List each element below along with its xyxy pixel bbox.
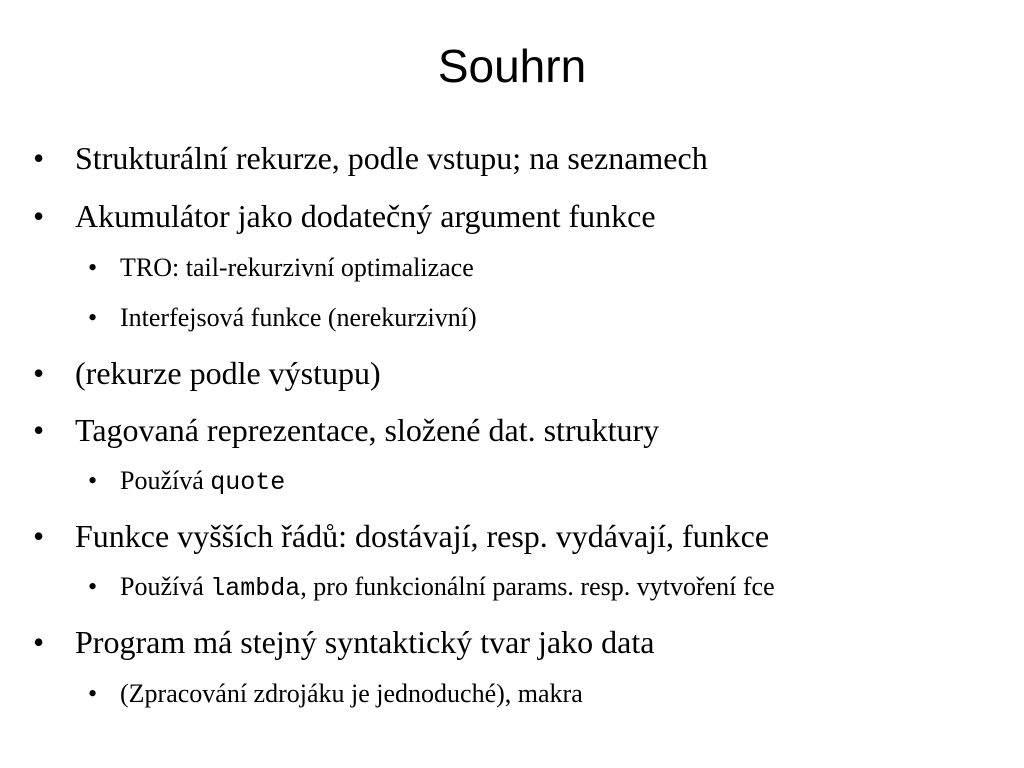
bullet-dot: •: [33, 140, 45, 176]
bullet-dot: •: [33, 198, 45, 234]
bullet-text: Strukturální rekurze, podle vstupu; na seznamech: [75, 140, 708, 176]
bullet-dot: •: [88, 303, 98, 332]
bullet-text: [120, 465, 285, 499]
text-prefix: Používá: [120, 466, 211, 495]
bullet-text: [120, 571, 775, 605]
bullet-dot: •: [33, 624, 45, 660]
bullet-dot: •: [33, 518, 45, 554]
bullet-dot: •: [88, 253, 98, 282]
bullet-text: Funkce vyšších řádů: dostávají, resp. vydávají, funkce: [75, 518, 770, 554]
text-prefix: Používá: [120, 572, 211, 601]
code-quote: quote: [210, 468, 286, 497]
bullet-text: Interfejsová funkce (nerekurzivní): [120, 303, 477, 332]
bullet-dot: •: [33, 355, 45, 391]
bullet-dot: •: [88, 466, 98, 495]
bullet-text: (rekurze podle výstupu): [75, 355, 381, 391]
bullet-text: TRO: tail-rekurzivní optimalizace: [120, 253, 474, 282]
bullet-text: Akumulátor jako dodatečný argument funkce: [75, 198, 656, 234]
bullet-text: Program má stejný syntaktický tvar jako data: [75, 624, 655, 660]
bullet-dot: •: [88, 679, 98, 708]
bullet-dot: •: [33, 412, 45, 448]
bullet-text: Tagovaná reprezentace, složené dat. struktury: [75, 412, 660, 448]
bullet-text: (Zpracování zdrojáku je jednoduché), makra: [120, 679, 583, 708]
text-suffix: , pro funkcionální params. resp. vytvoření fce: [300, 572, 775, 601]
bullet-dot: •: [88, 572, 98, 601]
code-lambda: lambda: [210, 574, 301, 603]
slide-title: Souhrn: [437, 40, 587, 92]
